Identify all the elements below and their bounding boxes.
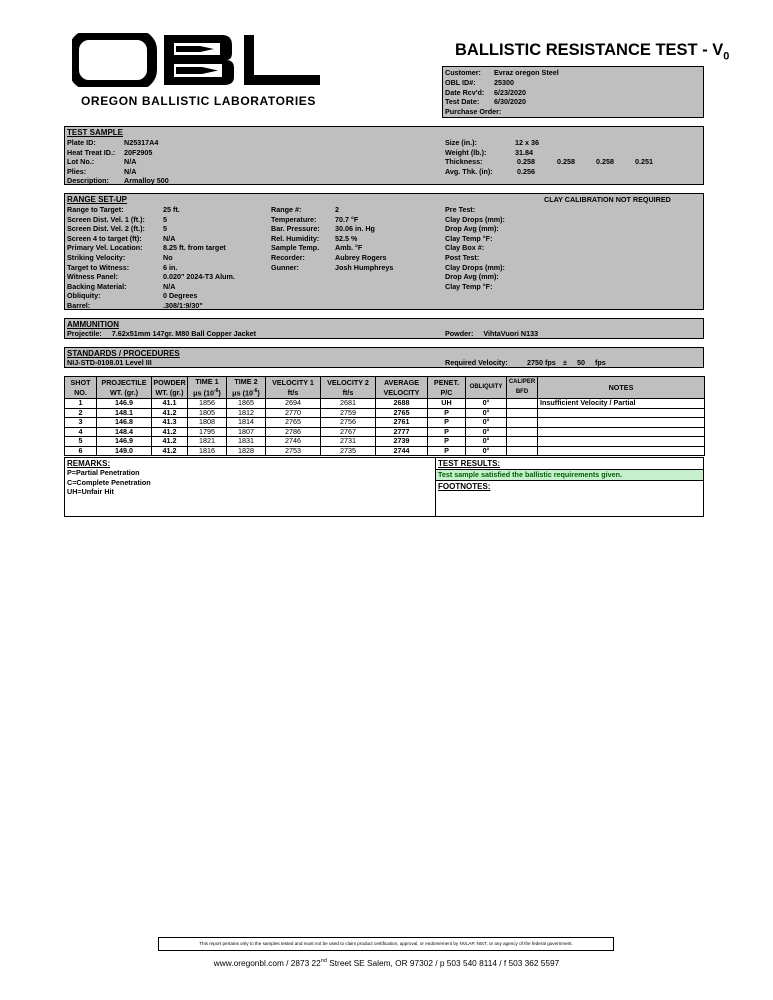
cell-caliper-bfd [507,408,538,418]
cell-powder-wt: 41.2 [152,408,188,418]
range-env-field-label: Bar. Pressure: [271,224,320,234]
header-notes: NOTES [538,377,705,399]
range-field [67,263,267,273]
customer-row-value: 25300 [494,77,514,87]
cell-powder-wt: 41.1 [152,399,188,409]
clay-field-label: Clay Drops (mm): [445,262,505,272]
clay-field-label: Pre Test: [445,205,476,214]
customer-row-label: Customer: [445,68,481,77]
test-results-section [436,458,703,516]
tolerance-unit: fps [595,358,606,367]
cell-average-velocity: 2761 [376,418,428,428]
clay-field-label: Clay Box #: [445,243,485,253]
cell-velocity-1: 2765 [266,418,321,428]
footer-contact [150,958,623,968]
ammunition-section [64,318,704,339]
range-field-value: 25 ft. [163,205,180,214]
cell-notes [538,427,705,437]
cell-time-2: 1814 [227,418,266,428]
range-env-field-value: Josh Humphreys [335,262,394,272]
sample-field [67,176,287,186]
cell-time-1: 1805 [188,408,227,418]
range-field-value: N/A [163,281,176,291]
obl-logo [72,33,322,87]
clay-calibration-note: CLAY CALIBRATION NOT REQUIRED [544,195,671,204]
remark-line: UH=Unfair Hit [67,487,114,497]
customer-row-value: 6/30/2020 [494,97,526,107]
cell-notes: Insufficient Velocity / Partial [538,399,705,409]
range-field-value: 0.020" 2024-T3 Alum. [163,272,235,282]
range-field-label: Screen Dist. Vel. 1 (ft.): [67,214,145,224]
header-time-2: TIME 2 μs $(10^{-6})$ [227,377,266,399]
header-obliquity: OBLIQUITY [466,377,507,399]
range-field [67,291,267,301]
cell-penetration: P [428,418,466,428]
customer-row [445,68,701,78]
customer-row-label: Date Rcv'd: [445,87,485,97]
sample-field [67,138,287,148]
shots-table-header [65,377,705,399]
range-env-field-value: 70.7 °F [335,214,359,224]
sample-field-label: Description: [67,176,109,186]
customer-row-value: Evraz oregon Steel [494,68,559,77]
shots-table [64,376,705,456]
range-field [67,205,267,215]
cell-time-1: 1795 [188,427,227,437]
cell-caliper-bfd [507,427,538,437]
disclaimer-box [158,937,614,951]
footnotes-title: FOOTNOTES: [438,481,491,491]
weight-label: Weight (lb.): [445,147,487,157]
table-row [65,437,705,447]
cell-time-2: 1828 [227,446,266,456]
range-env-field-label: Range #: [271,205,302,214]
range-env-field [271,234,441,244]
range-field [67,253,267,263]
cell-powder-wt: 41.2 [152,437,188,447]
footer-address-post: Street SE Salem, OR 97302 / p 503 540 8114 / f 503 362 5597 [326,958,560,968]
sample-field-value: N/A [124,157,137,167]
remark-line: C=Complete Penetration [67,477,151,487]
size-label: Size (in.): [445,138,477,147]
range-env-field-value: Aubrey Rogers [335,252,387,262]
test-results-title: TEST RESULTS: [438,459,501,468]
cell-average-velocity: 2777 [376,427,428,437]
clay-field-label: Post Test: [445,252,480,262]
cell-shot-no: 4 [65,427,97,437]
range-field [67,215,267,225]
cell-time-1: 1821 [188,437,227,447]
cell-time-2: 1812 [227,408,266,418]
cell-velocity-1: 2746 [266,437,321,447]
test-sample-section [64,126,704,185]
cell-notes [538,437,705,447]
clay-field-label: Clay Drops (mm): [445,214,505,224]
range-field-value: N/A [163,233,176,243]
range-field-label: Obliquity: [67,291,101,301]
cell-average-velocity: 2739 [376,437,428,447]
customer-row-label: OBL ID#: [445,77,476,87]
sample-field-value: N25317A4 [124,138,159,147]
size-value: 12 x 36 [515,138,539,147]
sample-field-value: 20F2905 [124,147,153,157]
range-field-value: No [163,252,173,262]
range-env-field [271,253,441,263]
standards-section [64,347,704,368]
cell-velocity-1: 2753 [266,446,321,456]
cell-obliquity: 0° [466,446,507,456]
customer-row-label: Test Date: [445,97,480,107]
projectile-label: Projectile: [67,329,102,338]
cell-penetration: P [428,446,466,456]
cell-velocity-2: 2756 [321,418,376,428]
table-row [65,427,705,437]
header-caliper-bfd: CALIPER BFD [507,377,538,399]
remarks-results-box [64,457,704,517]
cell-velocity-2: 2731 [321,437,376,447]
cell-projectile-wt: 148.4 [97,427,152,437]
cell-projectile-wt: 146.9 [97,399,152,409]
remark-line: P=Partial Penetration [67,468,140,477]
range-field [67,224,267,234]
cell-caliper-bfd [507,437,538,447]
header-penetration: PENET. P/C [428,377,466,399]
range-field-label: Range to Target: [67,205,124,214]
header-velocity-1: VELOCITY 1 ft/s [266,377,321,399]
header-shot-no: SHOT NO. [65,377,97,399]
thickness-value-2: 0.258 [557,157,575,167]
customer-row-label: Purchase Order: [445,107,502,117]
range-field-label: Primary Vel. Location: [67,243,143,253]
cell-time-2: 1865 [227,399,266,409]
cell-velocity-2: 2681 [321,399,376,409]
range-field-label: Striking Velocity: [67,252,126,262]
cell-time-1: 1808 [188,418,227,428]
sample-field-value: Armalloy 500 [124,176,169,186]
range-setup-section [64,193,704,310]
cell-shot-no: 2 [65,408,97,418]
header-powder-wt: POWDER WT. (gr.) [153,378,186,397]
required-velocity-value: 2750 fps [527,358,556,367]
test-sample-title: TEST SAMPLE [67,128,124,137]
customer-box [442,66,704,118]
sample-field-label: Plate ID: [67,138,96,147]
range-field-value: 5 [163,224,167,234]
cell-projectile-wt: 146.8 [97,418,152,428]
range-env-field-value: 52.5 % [335,233,358,243]
table-row [65,408,705,418]
cell-average-velocity: 2765 [376,408,428,418]
cell-velocity-1: 2786 [266,427,321,437]
cell-time-1: 1856 [188,399,227,409]
range-field-label: Screen 4 to target (ft): [67,233,142,243]
disclaimer-text: This report pertains only to the samples tested and must not be used to claim product certification, approval, or endorsement by NVLAP, NIST, or any agency of the federal government. [199,941,573,946]
standard-name: NIJ-STD-0108.01 Level III [67,358,152,367]
cell-velocity-1: 2770 [266,408,321,418]
cell-obliquity: 0° [466,437,507,447]
sample-field-label: Plies: [67,166,87,176]
header-projectile-wt: PROJECTILE WT. (gr.) [97,377,152,399]
range-env-field-value: 30.06 in. Hg [335,224,375,234]
cell-projectile-wt: 146.9 [97,437,152,447]
cell-notes [538,418,705,428]
customer-row-value: 6/23/2020 [494,87,526,97]
cell-powder-wt: 41.2 [152,427,188,437]
range-field-value: 5 [163,214,167,224]
cell-powder-wt: 41.3 [152,418,188,428]
cell-obliquity: 0° [466,399,507,409]
cell-shot-no: 3 [65,418,97,428]
cell-time-2: 1807 [227,427,266,437]
cell-powder-wt: 41.2 [152,446,188,456]
required-velocity-label: Required Velocity: [445,358,508,367]
avg-thickness-label: Avg. Thk. (in): [445,166,493,176]
remarks-section [65,458,436,516]
cell-penetration: P [428,437,466,447]
footer-sup: nd [320,958,327,965]
range-env-field-label: Sample Temp. [271,243,320,253]
test-result-text: Test sample satisfied the ballistic requirements given. [436,469,703,481]
projectile-value: 7.62x51mm 147gr. M80 Ball Copper Jacket [111,329,256,338]
range-env-field-value: Amb. °F [335,243,363,253]
powder-label: Powder: [445,329,474,338]
sample-field [67,148,287,158]
ammunition-title: AMMUNITION [67,320,119,329]
cell-velocity-2: 2759 [321,408,376,418]
cell-caliper-bfd [507,418,538,428]
sample-field-label: Lot No.: [67,157,95,167]
cell-shot-no: 6 [65,446,97,456]
range-env-field-label: Recorder: [271,252,305,262]
range-field-value: 0 Degrees [163,291,198,301]
range-env-field-label: Gunner: [271,262,299,272]
range-env-field [271,243,441,253]
cell-time-1: 1816 [188,446,227,456]
cell-penetration: P [428,427,466,437]
cell-velocity-2: 2735 [321,446,376,456]
sample-field [67,167,287,177]
tolerance-value: 50 [577,358,585,367]
clay-field-label: Clay Temp °F: [445,233,493,243]
table-row [65,399,705,409]
clay-field-label: Drop Avg (mm): [445,272,499,282]
range-setup-title: RANGE SET-UP [67,195,128,204]
range-field [67,234,267,244]
projectile-row [67,329,256,339]
range-env-field [271,205,441,215]
avg-thickness-value: 0.256 [517,166,535,176]
thickness-value-3: 0.258 [596,157,614,167]
thickness-value-4: 0.251 [635,157,653,167]
cell-obliquity: 0° [466,427,507,437]
report-title-text: BALLISTIC RESISTANCE TEST - V [455,41,724,59]
cell-projectile-wt: 149.0 [97,446,152,456]
required-velocity-row [445,358,700,368]
thickness-value-1: 0.258 [517,157,535,167]
cell-velocity-1: 2694 [266,399,321,409]
thickness-label: Thickness: [445,157,483,167]
cell-notes [538,408,705,418]
cell-caliper-bfd [507,399,538,409]
range-env-field-label: Rel. Humidity: [271,233,320,243]
header-time-1: TIME 1 μs $(10^{-6})$ [188,377,227,399]
customer-row [445,97,701,107]
range-field-value: .308/1:9/30" [163,300,203,310]
cell-caliper-bfd [507,446,538,456]
weight-value: 31.84 [515,147,533,157]
header-velocity-2: VELOCITY 2 ft/s [321,377,376,399]
sample-field-value: N/A [124,166,137,176]
customer-row [445,88,701,98]
cell-shot-no: 1 [65,399,97,409]
obl-logo-mark [72,33,322,87]
range-field [67,243,267,253]
table-row [65,418,705,428]
cell-penetration: UH [428,399,466,409]
cell-obliquity: 0° [466,418,507,428]
range-env-field [271,224,441,234]
range-env-field-value: 2 [335,205,339,214]
powder-row [445,329,538,339]
clay-field-label: Drop Avg (mm): [445,224,499,234]
footer-address-pre: www.oregonbl.com / 2873 22 [213,958,321,968]
cell-average-velocity: 2688 [376,399,428,409]
cell-obliquity: 0° [466,408,507,418]
range-field-value: 8.25 ft. from target [163,243,226,253]
sample-dimensions [445,138,700,176]
range-field-label: Witness Panel: [67,272,119,282]
customer-row [445,107,701,117]
shots-table-wrapper [64,376,704,456]
cell-shot-no: 5 [65,437,97,447]
range-field-label: Barrel: [67,300,91,310]
cell-penetration: P [428,408,466,418]
cell-notes [538,446,705,456]
powder-value: VihtaVuori N133 [483,329,539,338]
range-env-field [271,263,441,273]
range-field-value: 6 in. [163,262,178,272]
customer-row [445,78,701,88]
range-field [67,272,267,282]
range-field-label: Target to Witness: [67,262,130,272]
cell-time-2: 1831 [227,437,266,447]
cell-projectile-wt: 148.1 [97,408,152,418]
cell-average-velocity: 2744 [376,446,428,456]
report-title [455,41,729,62]
table-row [65,446,705,456]
cell-velocity-2: 2767 [321,427,376,437]
clay-field-label: Clay Temp °F: [445,281,493,291]
lab-name: OREGON BALLISTIC LABORATORIES [81,94,316,108]
range-field [67,301,267,311]
sample-field-label: Heat Treat ID.: [67,147,116,157]
range-env-field [271,215,441,225]
header-average-velocity: AVERAGE VELOCITY [376,377,428,399]
range-field-label: Backing Material: [67,281,127,291]
standards-title: STANDARDS / PROCEDURES [67,349,180,358]
plus-minus-sign: ± [563,358,567,367]
range-field-label: Screen Dist. Vel. 2 (ft.): [67,224,145,234]
range-env-field-label: Temperature: [271,214,317,224]
remarks-title: REMARKS: [67,459,111,468]
range-field [67,282,267,292]
report-title-subscript: 0 [723,50,730,63]
sample-field [67,157,287,167]
